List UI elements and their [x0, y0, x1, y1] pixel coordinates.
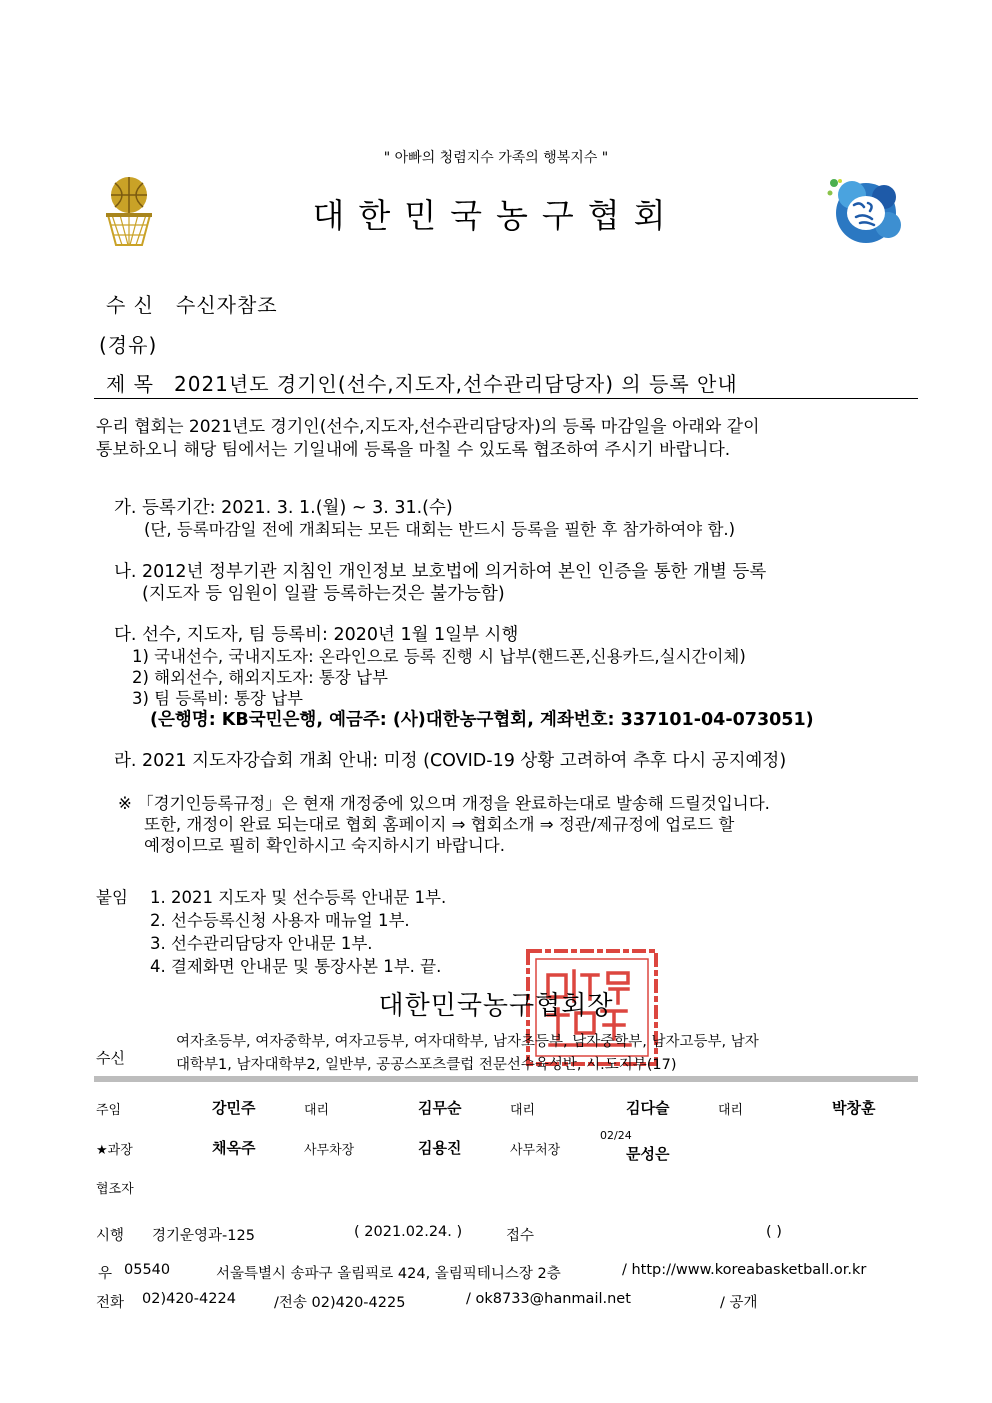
item-na-note: (지도자 등 임원이 일괄 등록하는것은 불가능함) — [142, 584, 505, 604]
disclosure: / 공개 — [720, 1295, 758, 1311]
clean-world-logo-icon — [826, 175, 908, 247]
approver-title: 사무처장 — [510, 1143, 561, 1158]
postal-code: 05540 — [124, 1262, 171, 1278]
item-da: 다. 선수, 지도자, 팀 등록비: 2020년 1월 1일부 시행 — [114, 625, 519, 645]
approver-title: 주임 — [96, 1103, 122, 1118]
approver-title: 대리 — [510, 1103, 536, 1118]
homepage-link[interactable]: / http://www.koreabasketball.or.kr — [622, 1262, 867, 1278]
subject-label: 제 목 — [106, 372, 154, 396]
attachment-item: 3. 선수관리담당자 안내문 1부. — [150, 934, 373, 953]
approver-name: 박창훈 — [832, 1099, 876, 1117]
enforce-label: 시행 — [96, 1228, 125, 1244]
intro-line-2: 통보하오니 해당 팀에서는 기일내에 등록을 마칠 수 있도록 협조하여 주시기 바랍니다. — [96, 440, 731, 460]
item-ra: 라. 2021 지도자강습회 개최 안내: 미정 (COVID-19 상황 고려하여 추후 다시 공지예정) — [114, 751, 787, 771]
approver-title: 대리 — [304, 1103, 330, 1118]
item-da-1: 1) 국내선수, 국내지도자: 온라인으로 등록 진행 시 납부(핸드폰,신용카드,실시간이체) — [132, 647, 746, 666]
recipients-label: 수신 — [96, 1049, 125, 1067]
postal-label: 우 — [98, 1266, 113, 1282]
approval-date: 02/24 — [600, 1129, 632, 1142]
org-title: 대한민국농구협회 — [312, 196, 680, 235]
recipient-value: 수신자참조 — [176, 293, 278, 317]
recipients-line-2: 대학부1, 남자대학부2, 일반부, 공공스포츠클럽 전문선수육성반, 시.도지부(17) — [176, 1057, 677, 1073]
enforce-date: ( 2021.02.24. ) — [354, 1224, 463, 1240]
sender-title: 대한민국농구협회장 — [378, 991, 614, 1021]
approver-name: 김다슬 — [626, 1099, 670, 1117]
item-na: 나. 2012년 정부기관 지침인 개인정보 보호법에 의거하여 본인 인증을 통한 개별 등록 — [114, 562, 767, 582]
fax-number: /전송 02)420-4225 — [274, 1295, 406, 1311]
recipients-line-1: 여자초등부, 여자중학부, 여자고등부, 여자대학부, 남자초등부, 남자중학부, 남자고등부, 남자 — [176, 1034, 759, 1050]
address: 서울특별시 송파구 올림픽로 424, 올림픽테니스장 2층 — [216, 1266, 561, 1282]
item-ga-note: (단, 등록마감일 전에 개최되는 모든 대회는 반드시 등록을 필한 후 참가하여야 함.) — [144, 520, 736, 539]
note-line-1: ※ 「경기인등록규정」은 현재 개정중에 있으며 개정을 완료하는대로 발송해 드릴것입니다. — [118, 794, 770, 813]
cooperator-label: 협조자 — [96, 1182, 134, 1197]
attachment-item: 1. 2021 지도자 및 선수등록 안내문 1부. — [150, 888, 447, 907]
subject-value: 2021년도 경기인(선수,지도자,선수관리담당자) 의 등록 안내 — [174, 372, 738, 396]
receipt-label: 접수 — [506, 1228, 535, 1244]
approver-title: 사무차장 — [304, 1143, 355, 1158]
approver-name: 문성은 — [626, 1145, 670, 1163]
recipients-list — [176, 1031, 759, 1077]
item-ga: 가. 등록기간: 2021. 3. 1.(월) ~ 3. 31.(수) — [114, 498, 453, 518]
enforce-number: 경기운영과-125 — [152, 1228, 255, 1244]
recipients-divider — [94, 1076, 918, 1082]
intro-line-1: 우리 협회는 2021년도 경기인(선수,지도자,선수관리담당자)의 등록 마감일을 아래와 같이 — [96, 417, 760, 437]
approver-name: 김용진 — [418, 1139, 462, 1157]
via-label: (경유) — [99, 333, 158, 357]
approver-title: 대리 — [718, 1103, 744, 1118]
item-da-2: 2) 해외선수, 해외지도자: 통장 납부 — [132, 668, 388, 687]
slogan: " 아빠의 청렴지수 가족의 행복지수 " — [383, 150, 609, 166]
approver-title: ★과장 — [96, 1143, 133, 1158]
note-line-2: 또한, 개정이 완료 되는대로 협회 홈페이지 ⇒ 협회소개 ⇒ 정관/제규정에 업로드 할 — [144, 815, 735, 834]
approver-name: 김무순 — [418, 1099, 462, 1117]
attachment-item: 4. 결제화면 안내문 및 통장사본 1부. 끝. — [150, 957, 442, 976]
attachment-item: 2. 선수등록신청 사용자 매뉴얼 1부. — [150, 911, 410, 930]
attachments-label: 붙임 — [96, 888, 128, 907]
email-link[interactable]: / ok8733@hanmail.net — [466, 1291, 631, 1307]
approver-name: 강민주 — [212, 1099, 256, 1117]
svg-text:대한민국농구협회장인: 대한민국농구협회장인 — [522, 930, 677, 949]
phone-label: 전화 — [96, 1295, 125, 1311]
approver-name: 채옥주 — [212, 1139, 256, 1157]
recipient-label: 수 신 — [106, 293, 154, 317]
subject-divider — [94, 398, 918, 399]
note-line-3: 예정이므로 필히 확인하시고 숙지하시기 바랍니다. — [144, 836, 505, 855]
receipt-blank: ( ) — [766, 1224, 782, 1240]
phone-number: 02)420-4224 — [142, 1291, 236, 1307]
bank-info: (은행명: KB국민은행, 예금주: (사)대한농구협회, 계좌번호: 337101-04-073051) — [150, 710, 814, 730]
item-da-3: 3) 팀 등록비: 통장 납부 — [132, 689, 303, 708]
